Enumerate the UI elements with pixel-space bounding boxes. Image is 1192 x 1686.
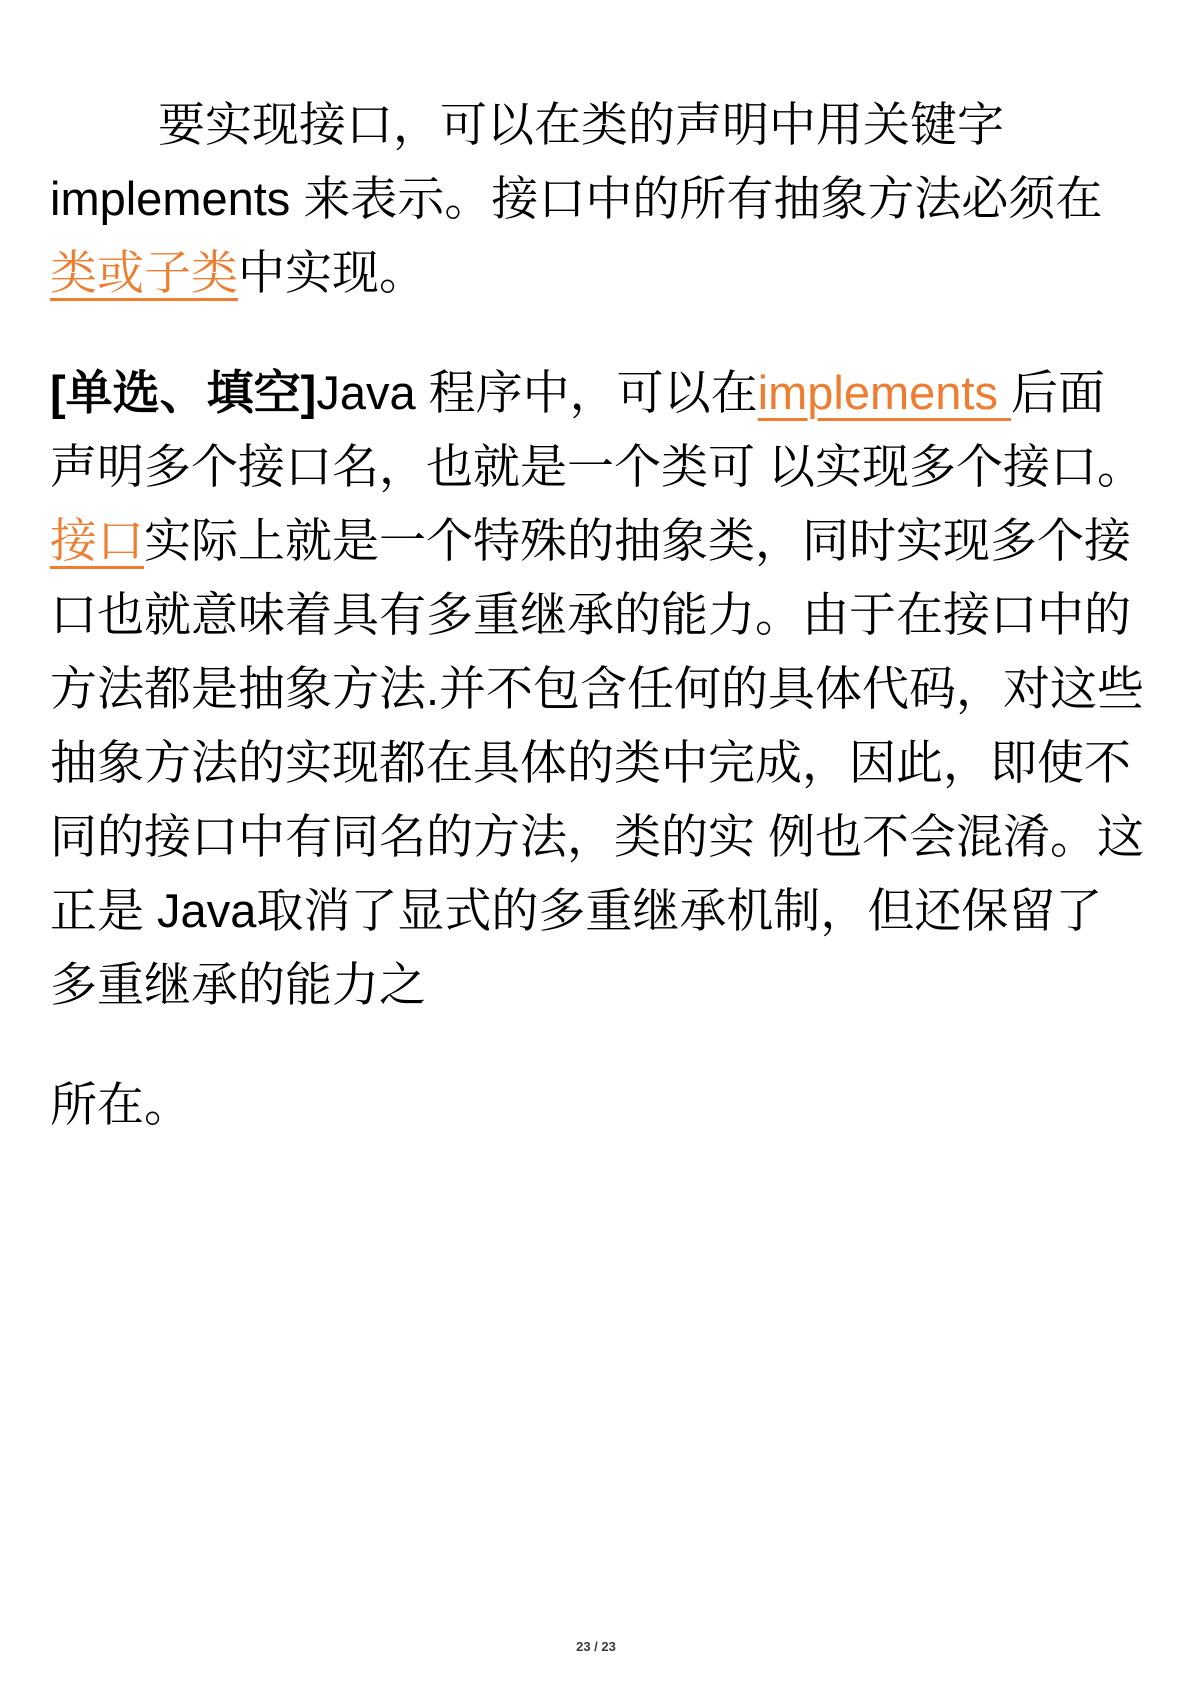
paragraph-ending	[50, 1068, 1148, 1142]
paragraph-question-text-2: 后面声明多个接口名，也就是一个类可 以实现多个接口。	[50, 366, 1145, 493]
paragraph-intro-text-1: 要实现接口，可以在类的声明中用关键字 implements 来表示。接口中的所有抽象方法必须在	[50, 98, 1103, 225]
link-implements[interactable]: implements	[757, 366, 1012, 419]
question-type-label: [单选、填空]	[50, 366, 317, 419]
page-footer	[0, 1638, 1192, 1656]
paragraph-question-text-1: Java 程序中，可以在	[316, 366, 758, 419]
document-content	[50, 88, 1148, 1188]
link-class-or-subclass[interactable]: 类或子类	[50, 246, 238, 299]
link-interface[interactable]: 接口	[50, 514, 144, 567]
paragraph-intro	[50, 88, 1148, 310]
paragraph-ending-text: 所在。	[50, 1078, 191, 1131]
paragraph-intro-text-2: 中实现。	[238, 246, 426, 299]
paragraph-question	[50, 356, 1148, 1022]
page-indicator: 23 / 23	[576, 1639, 616, 1654]
paragraph-question-text-3: 实际上就是一个特殊的抽象类，同时实现多个接口也就意味着具有多重继承的能力。由于在接口中的方法都是抽象方法.并不包含任何的具体代码，对这些抽象方法的实现都在具体的类中完成，因此，即使不同的接口中有同名的方法，类的实 例也不会混淆。这正是 Java取消了显式的多重继承机制，但还保留了多重继承的能力之	[50, 514, 1145, 1011]
